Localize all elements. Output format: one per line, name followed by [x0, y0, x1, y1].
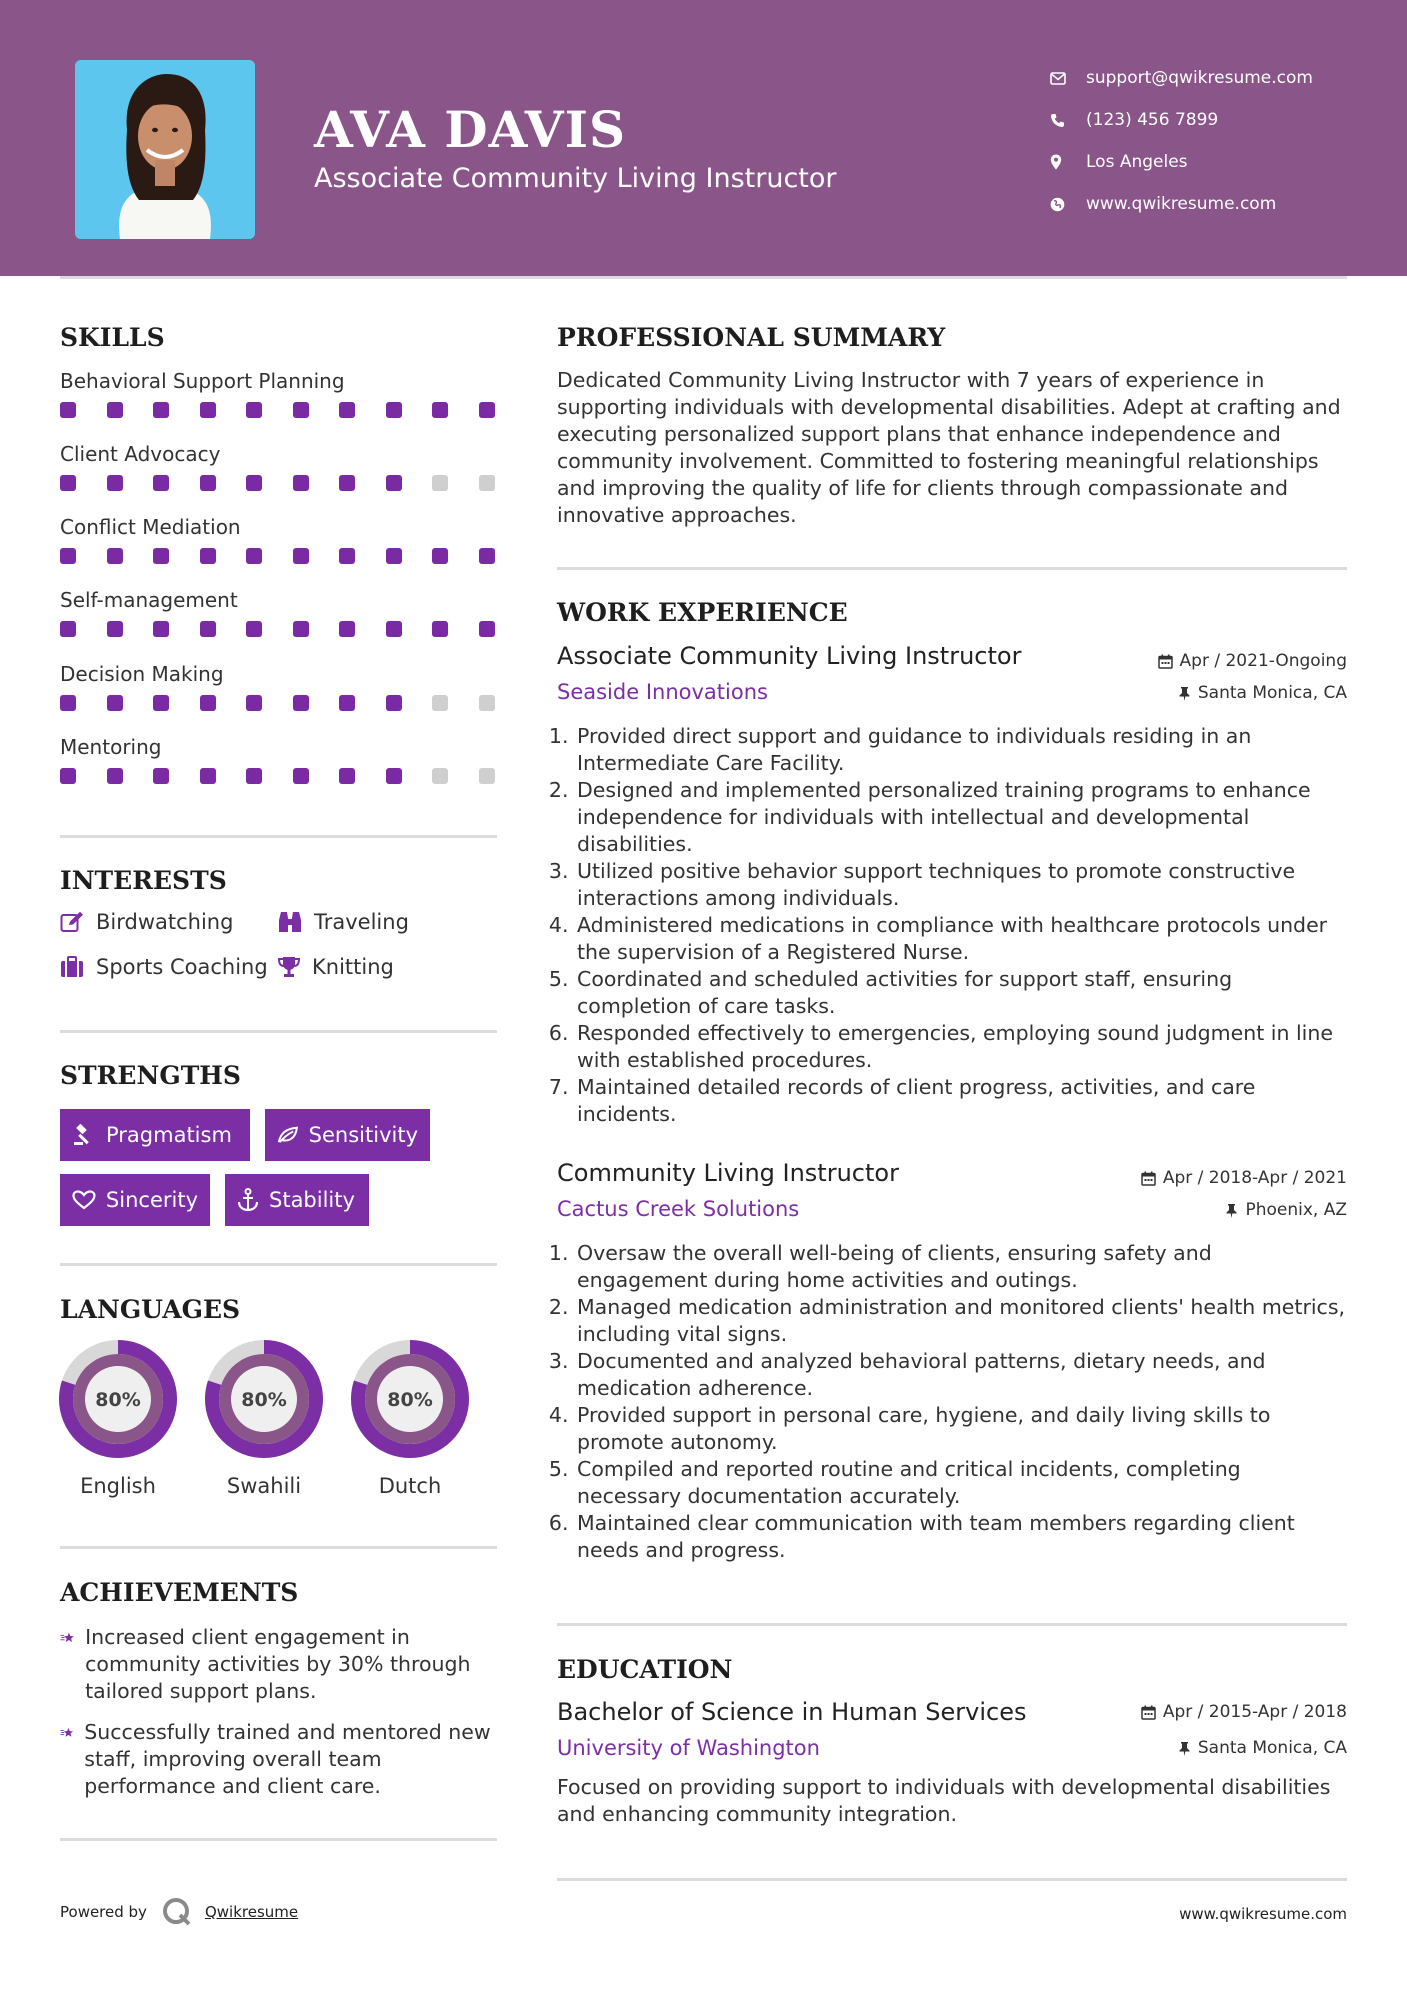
work-divider [557, 1623, 1347, 1626]
contact-phone[interactable] [1050, 99, 1313, 141]
rating-dot-filled [432, 402, 448, 418]
rating-dot-empty [479, 475, 495, 491]
school-name[interactable]: University of Washington [557, 1736, 820, 1760]
trophy-icon [278, 956, 300, 978]
rating-dot-filled [107, 475, 123, 491]
rating-dot-filled [200, 548, 216, 564]
job-duties [557, 723, 1347, 1128]
rating-dot-filled [153, 768, 169, 784]
language-level-label: 80% [387, 1389, 433, 1411]
rating-dot-filled [479, 621, 495, 637]
skill-rating [60, 621, 500, 643]
profile-photo [75, 60, 255, 239]
skill-name: Mentoring [60, 735, 162, 759]
rating-dot-filled [293, 621, 309, 637]
contact-phone-text: (123) 456 7899 [1086, 110, 1219, 130]
skills-divider [60, 835, 497, 838]
skill-name: Decision Making [60, 662, 224, 686]
rating-dot-filled [479, 548, 495, 564]
rating-dot-empty [479, 695, 495, 711]
skill-rating [60, 475, 500, 497]
gavel-icon [72, 1124, 96, 1146]
languages-heading: LANGUAGES [60, 1295, 241, 1324]
duty-item: 4. Provided support in personal care, hygiene, and daily living skills to promote autonomy. [575, 1402, 1347, 1456]
anchor-icon [237, 1188, 259, 1212]
strengths-divider [60, 1263, 497, 1266]
skills-heading: SKILLS [60, 323, 165, 352]
contact-email[interactable] [1050, 57, 1313, 99]
candidate-name: AVA DAVIS [314, 100, 627, 159]
calendar-icon [1141, 1705, 1156, 1720]
job-duties [557, 1240, 1347, 1564]
rating-dot-filled [60, 475, 76, 491]
achievements-heading: ACHIEVEMENTS [60, 1578, 299, 1607]
achievement-item [60, 1719, 510, 1800]
pencil-square-icon [60, 911, 84, 933]
duty-item: 6. Responded effectively to emergencies, employing sound judgment in line with established procedures. [575, 1020, 1347, 1074]
job-location-text: Santa Monica, CA [1197, 683, 1347, 703]
rating-dot-filled [60, 548, 76, 564]
rating-dot-filled [386, 548, 402, 564]
achievement-text: Increased client engagement in community activities by 30% through tailored support plans. [85, 1625, 471, 1703]
contact-website-text: www.qwikresume.com [1086, 194, 1277, 214]
interest-birdwatching [60, 910, 233, 934]
rating-dot-filled [339, 768, 355, 784]
language-item [349, 1338, 471, 1498]
rating-dot-filled [293, 695, 309, 711]
rating-dot-filled [107, 768, 123, 784]
duty-item: 7. Maintained detailed records of client progress, activities, and care incidents. [575, 1074, 1347, 1128]
calendar-icon [1141, 1171, 1156, 1186]
achievement-item [60, 1624, 510, 1705]
skill-name: Self-management [60, 588, 238, 612]
language-level-label: 80% [241, 1389, 287, 1411]
qwikresume-logo-icon [161, 1896, 193, 1928]
skill-rating [60, 695, 500, 717]
strength-label: Sincerity [105, 1188, 198, 1212]
skill-rating [60, 402, 500, 424]
heart-icon [72, 1190, 96, 1210]
rating-dot-filled [153, 695, 169, 711]
skill-item [60, 659, 500, 717]
job-title: Associate Community Living Instructor [557, 642, 1022, 670]
thumbtack-icon [1225, 1203, 1238, 1218]
thumbtack-icon [1178, 686, 1191, 701]
contact-website[interactable] [1050, 183, 1313, 225]
summary-text: Dedicated Community Living Instructor with 7 years of experience in supporting individuals with developmental disabilities. Adept at crafting and executing personalized support plans that enhance independence and community involvement. Committed to fostering meaningful relationships and improving the quality of life for clients through compassionate and innovative approaches. [557, 368, 1341, 527]
interest-label: Traveling [314, 910, 409, 934]
rating-dot-filled [200, 695, 216, 711]
strength-tag-stability [225, 1174, 369, 1226]
language-item [203, 1338, 325, 1498]
skill-rating [60, 768, 500, 790]
duty-item: 3. Utilized positive behavior support techniques to promote constructive interactions among individuals. [575, 858, 1347, 912]
interests-divider [60, 1030, 497, 1033]
rating-dot-filled [293, 548, 309, 564]
interest-label: Birdwatching [96, 910, 234, 934]
interest-label: Sports Coaching [96, 955, 268, 979]
education-heading: EDUCATION [557, 1655, 733, 1684]
job-title: Community Living Instructor [557, 1159, 899, 1187]
rating-dot-filled [386, 475, 402, 491]
skill-item [60, 439, 500, 497]
rating-dot-filled [60, 768, 76, 784]
rating-dot-filled [200, 621, 216, 637]
rating-dot-filled [432, 621, 448, 637]
rating-dot-filled [339, 402, 355, 418]
strength-tag-sincerity [60, 1174, 210, 1226]
summary-divider [557, 567, 1347, 570]
duty-item: 1. Oversaw the overall well-being of clients, ensuring safety and engagement during home activities and outings. [575, 1240, 1347, 1294]
rating-dot-filled [386, 768, 402, 784]
rating-dot-filled [246, 768, 262, 784]
education-location [1178, 1738, 1347, 1758]
rating-dot-filled [60, 621, 76, 637]
language-level-ring [203, 1338, 325, 1460]
interests-heading: INTERESTS [60, 866, 227, 895]
binoculars-icon [278, 911, 302, 933]
rating-dot-filled [339, 548, 355, 564]
contact-email-text: support@qwikresume.com [1086, 68, 1313, 88]
rating-dot-filled [153, 475, 169, 491]
language-name: Dutch [378, 1474, 442, 1498]
rating-dot-empty [432, 695, 448, 711]
briefcase-icon [60, 956, 84, 978]
rating-dot-filled [339, 621, 355, 637]
summary-heading: PROFESSIONAL SUMMARY [557, 323, 946, 352]
job-location-text: Phoenix, AZ [1245, 1200, 1347, 1220]
rating-dot-empty [432, 475, 448, 491]
rating-dot-filled [107, 695, 123, 711]
rating-dot-filled [293, 402, 309, 418]
skill-item [60, 512, 500, 570]
skill-item [60, 732, 500, 790]
strength-label: Sensitivity [308, 1123, 418, 1147]
job-dates-text: Apr / 2018-Apr / 2021 [1162, 1168, 1347, 1188]
rating-dot-filled [339, 475, 355, 491]
rating-dot-empty [479, 768, 495, 784]
rating-dot-filled [60, 695, 76, 711]
skill-item [60, 585, 500, 643]
strength-tag-sensitivity [265, 1109, 430, 1161]
star-badge-icon [60, 1719, 74, 1747]
strength-tag-pragmatism [60, 1109, 250, 1161]
strengths-heading: STRENGTHS [60, 1061, 241, 1090]
powered-by-text: Powered by [60, 1903, 147, 1921]
skill-item [60, 366, 500, 424]
rating-dot-filled [246, 548, 262, 564]
language-name: Swahili [226, 1474, 302, 1498]
globe-icon [1050, 197, 1086, 212]
rating-dot-filled [107, 402, 123, 418]
contact-location [1050, 141, 1313, 183]
achievements-divider [60, 1838, 497, 1841]
rating-dot-filled [479, 402, 495, 418]
rating-dot-filled [386, 695, 402, 711]
language-level-ring [349, 1338, 471, 1460]
skill-name: Conflict Mediation [60, 515, 241, 539]
duty-item: 1. Provided direct support and guidance to individuals residing in an Intermediate Care Facility. [575, 723, 1347, 777]
contact-location-text: Los Angeles [1086, 152, 1188, 172]
rating-dot-filled [200, 475, 216, 491]
company-name[interactable]: Cactus Creek Solutions [557, 1197, 800, 1221]
company-name[interactable]: Seaside Innovations [557, 680, 768, 704]
work-heading: WORK EXPERIENCE [557, 598, 848, 627]
interest-label: Knitting [312, 955, 394, 979]
education-dates [1141, 1702, 1347, 1722]
job-dates-text: Apr / 2021-Ongoing [1179, 651, 1347, 671]
job-location [1225, 1200, 1347, 1220]
rating-dot-filled [246, 695, 262, 711]
job-dates [1141, 1168, 1347, 1188]
footer-website[interactable]: www.qwikresume.com [1179, 1905, 1347, 1923]
rating-dot-empty [432, 768, 448, 784]
candidate-role: Associate Community Living Instructor [314, 163, 837, 194]
language-level-ring [57, 1338, 179, 1460]
degree-title: Bachelor of Science in Human Services [557, 1698, 1027, 1726]
rating-dot-filled [153, 402, 169, 418]
education-location-text: Santa Monica, CA [1197, 1738, 1347, 1758]
interest-sports-coaching [60, 955, 268, 979]
interest-knitting [278, 955, 394, 979]
footer-powered-by [60, 1896, 298, 1928]
duty-item: 6. Maintained clear communication with team members regarding client needs and progress. [575, 1510, 1347, 1564]
education-divider [557, 1878, 1347, 1881]
rating-dot-filled [200, 768, 216, 784]
job-dates [1158, 651, 1347, 671]
duty-item: 5. Compiled and reported routine and critical incidents, completing necessary documentation accurately. [575, 1456, 1347, 1510]
languages-divider [60, 1546, 497, 1549]
star-badge-icon [60, 1624, 75, 1652]
rating-dot-filled [339, 695, 355, 711]
qwikresume-link[interactable]: Qwikresume [204, 1903, 299, 1921]
phone-icon [1050, 113, 1086, 128]
strength-label: Stability [269, 1188, 355, 1212]
language-item [57, 1338, 179, 1498]
rating-dot-filled [386, 402, 402, 418]
rating-dot-filled [293, 768, 309, 784]
resume-header [0, 0, 1407, 276]
rating-dot-filled [246, 621, 262, 637]
rating-dot-filled [107, 548, 123, 564]
job-location [1178, 683, 1347, 703]
language-name: English [80, 1474, 156, 1498]
contact-list [1050, 57, 1313, 225]
rating-dot-filled [432, 548, 448, 564]
rating-dot-filled [107, 621, 123, 637]
envelope-icon [1050, 72, 1086, 85]
achievement-text: Successfully trained and mentored new staff, improving overall team performance and client care. [84, 1720, 491, 1798]
rating-dot-filled [153, 548, 169, 564]
strength-label: Pragmatism [106, 1123, 232, 1147]
thumbtack-icon [1178, 1741, 1191, 1756]
rating-dot-filled [293, 475, 309, 491]
duty-item: 4. Administered medications in compliance with healthcare protocols under the supervision of a Registered Nurse. [575, 912, 1347, 966]
language-level-label: 80% [95, 1389, 141, 1411]
map-pin-icon [1050, 154, 1086, 170]
leaf-icon [277, 1125, 299, 1145]
skill-name: Behavioral Support Planning [60, 369, 345, 393]
education-dates-text: Apr / 2015-Apr / 2018 [1162, 1702, 1347, 1722]
rating-dot-filled [246, 475, 262, 491]
duty-item: 5. Coordinated and scheduled activities for support staff, ensuring completion of care tasks. [575, 966, 1347, 1020]
rating-dot-filled [153, 621, 169, 637]
skill-name: Client Advocacy [60, 442, 221, 466]
duty-item: 2. Managed medication administration and monitored clients' health metrics, including vital signs. [575, 1294, 1347, 1348]
interest-traveling [278, 910, 409, 934]
rating-dot-filled [200, 402, 216, 418]
calendar-icon [1158, 654, 1173, 669]
rating-dot-filled [60, 402, 76, 418]
rating-dot-filled [246, 402, 262, 418]
duty-item: 3. Documented and analyzed behavioral patterns, dietary needs, and medication adherence. [575, 1348, 1347, 1402]
duty-item: 2. Designed and implemented personalized training programs to enhance independence for individuals with intellectual and developmental disabilities. [575, 777, 1347, 858]
rating-dot-filled [386, 621, 402, 637]
education-description: Focused on providing support to individuals with developmental disabilities and enhancing community integration. [557, 1775, 1331, 1826]
header-divider [60, 276, 1347, 279]
skill-rating [60, 548, 500, 570]
